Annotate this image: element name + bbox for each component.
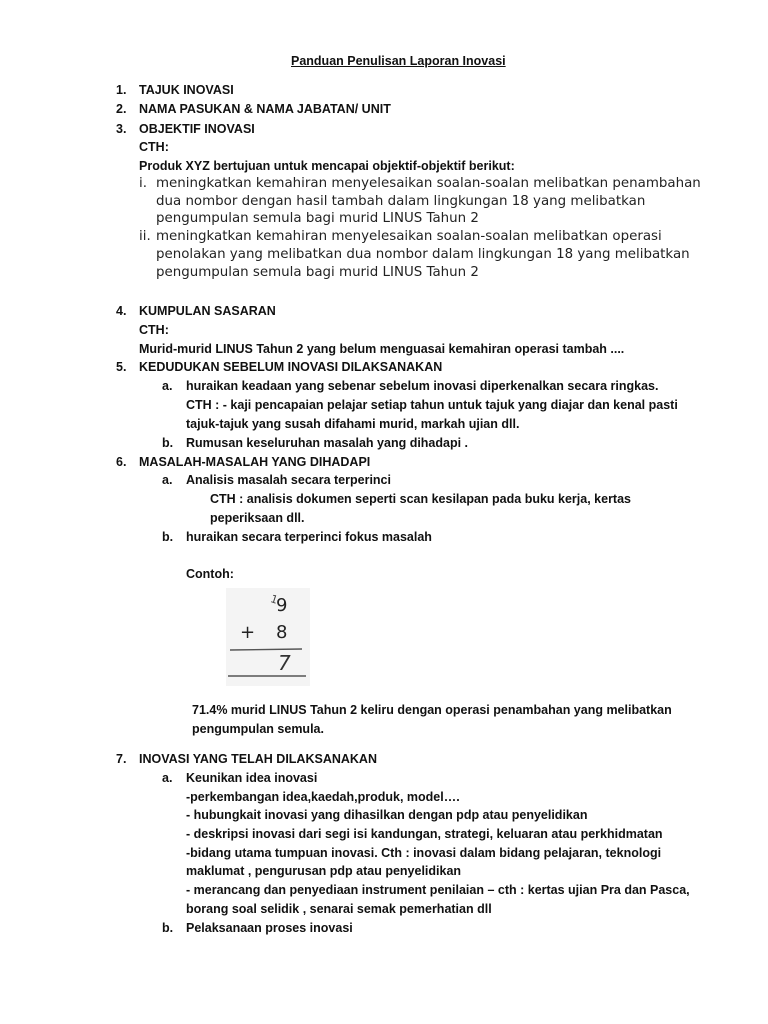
section-7a-line: -bidang utama tumpuan inovasi. Cth : inovasi dalam bidang pelajaran, teknologi bbox=[186, 846, 662, 860]
section-6a-cth-line: CTH : analisis dokumen seperti scan kesilapan pada buku kerja, kertas bbox=[210, 492, 631, 506]
section-5a-cth-line: tajuk-tajuk yang susah difahami murid, markah ujian dll. bbox=[186, 417, 520, 431]
section-7b-marker: b. bbox=[162, 921, 174, 935]
section-6a-text: Analisis masalah secara terperinci bbox=[186, 473, 391, 487]
section-7a-line: -perkembangan idea,kaedah,produk, model…. bbox=[186, 790, 460, 804]
section-7a-line: maklumat , pengurusan pdp atau penyelidikan bbox=[186, 864, 462, 878]
answer-digit: 7 bbox=[278, 651, 291, 675]
section-6b-text: huraikan secara terperinci fokus masalah bbox=[186, 530, 432, 544]
plus-sign: + bbox=[240, 622, 256, 643]
section-6b-marker: b. bbox=[162, 530, 174, 544]
sum-line-top bbox=[230, 649, 302, 650]
section-5-heading: KEDUDUKAN SEBELUM INOVASI DILAKSANAKAN bbox=[139, 360, 443, 374]
section-7a-text: Keunikan idea inovasi bbox=[186, 771, 318, 785]
section-7a-line: - deskripsi inovasi dari segi isi kandungan, strategi, keluaran atau perkhidmatan bbox=[186, 827, 663, 841]
page-title: Panduan Penulisan Laporan Inovasi bbox=[291, 54, 506, 68]
top-addend: 9 bbox=[276, 595, 288, 616]
section-5-number: 5. bbox=[116, 360, 127, 374]
section-6a-cth-line: peperiksaan dll. bbox=[210, 511, 305, 525]
section-3-number: 3. bbox=[116, 122, 127, 136]
objective-i-marker: i. bbox=[139, 176, 147, 191]
section-7a-line: - merancang dan penyediaan instrument penilaian – cth : kertas ujian Pra dan Pasca, bbox=[186, 883, 690, 897]
section-3-cth: CTH: bbox=[139, 140, 169, 154]
section-7b-text: Pelaksanaan proses inovasi bbox=[186, 921, 353, 935]
section-2-heading: NAMA PASUKAN & NAMA JABATAN/ UNIT bbox=[139, 102, 391, 116]
section-5b-marker: b. bbox=[162, 436, 174, 450]
finding-line: pengumpulan semula. bbox=[192, 722, 324, 736]
section-7a-line: - hubungkait inovasi yang dihasilkan dengan pdp atau penyelidikan bbox=[186, 808, 588, 822]
objective-ii-marker: ii. bbox=[139, 229, 151, 244]
bottom-addend: 8 bbox=[276, 622, 288, 643]
objective-i-line: pengumpulan semula bagi murid LINUS Tahun 2 bbox=[156, 211, 479, 226]
addition-example-figure bbox=[226, 588, 310, 686]
objective-i-line: meningkatkan kemahiran menyelesaikan soalan-soalan melibatkan penambahan bbox=[156, 176, 701, 191]
section-5a-cth-line: CTH : - kaji pencapaian pelajar setiap tahun untuk tajuk yang diajar dan kenal pasti bbox=[186, 398, 678, 412]
section-1-number: 1. bbox=[116, 83, 127, 97]
section-4-text: Murid-murid LINUS Tahun 2 yang belum menguasai kemahiran operasi tambah .... bbox=[139, 342, 625, 356]
contoh-label: Contoh: bbox=[186, 567, 234, 581]
section-3-heading: OBJEKTIF INOVASI bbox=[139, 122, 255, 136]
carry-digit: 1 bbox=[268, 592, 280, 607]
section-4-cth: CTH: bbox=[139, 323, 169, 337]
section-4-heading: KUMPULAN SASARAN bbox=[139, 304, 276, 318]
section-7a-marker: a. bbox=[162, 771, 173, 785]
section-6-number: 6. bbox=[116, 455, 127, 469]
section-5a-text: huraikan keadaan yang sebenar sebelum inovasi diperkenalkan secara ringkas. bbox=[186, 379, 659, 393]
objective-ii-line: meningkatkan kemahiran menyelesaikan soalan-soalan melibatkan operasi bbox=[156, 229, 662, 244]
section-5a-marker: a. bbox=[162, 379, 173, 393]
objective-ii-line: penolakan yang melibatkan dua nombor dalam lingkungan 18 yang melibatkan bbox=[156, 247, 690, 262]
section-7-number: 7. bbox=[116, 752, 127, 766]
section-5b-text: Rumusan keseluruhan masalah yang dihadapi . bbox=[186, 436, 469, 450]
section-6-heading: MASALAH-MASALAH YANG DIHADAPI bbox=[139, 455, 371, 469]
finding-line: 71.4% murid LINUS Tahun 2 keliru dengan operasi penambahan yang melibatkan bbox=[192, 703, 672, 717]
section-6a-marker: a. bbox=[162, 473, 173, 487]
section-2-number: 2. bbox=[116, 102, 127, 116]
section-1-heading: TAJUK INOVASI bbox=[139, 83, 234, 97]
section-7a-line: borang soal selidik , senarai semak pemerhatian dll bbox=[186, 902, 492, 916]
objective-i-line: dua nombor dengan hasil tambah dalam lingkungan 18 yang melibatkan bbox=[156, 194, 646, 209]
section-4-number: 4. bbox=[116, 304, 127, 318]
section-3-intro: Produk XYZ bertujuan untuk mencapai objektif-objektif berikut: bbox=[139, 159, 515, 173]
objective-ii-line: pengumpulan semula bagi murid LINUS Tahun 2 bbox=[156, 265, 479, 280]
section-7-heading: INOVASI YANG TELAH DILAKSANAKAN bbox=[139, 752, 377, 766]
